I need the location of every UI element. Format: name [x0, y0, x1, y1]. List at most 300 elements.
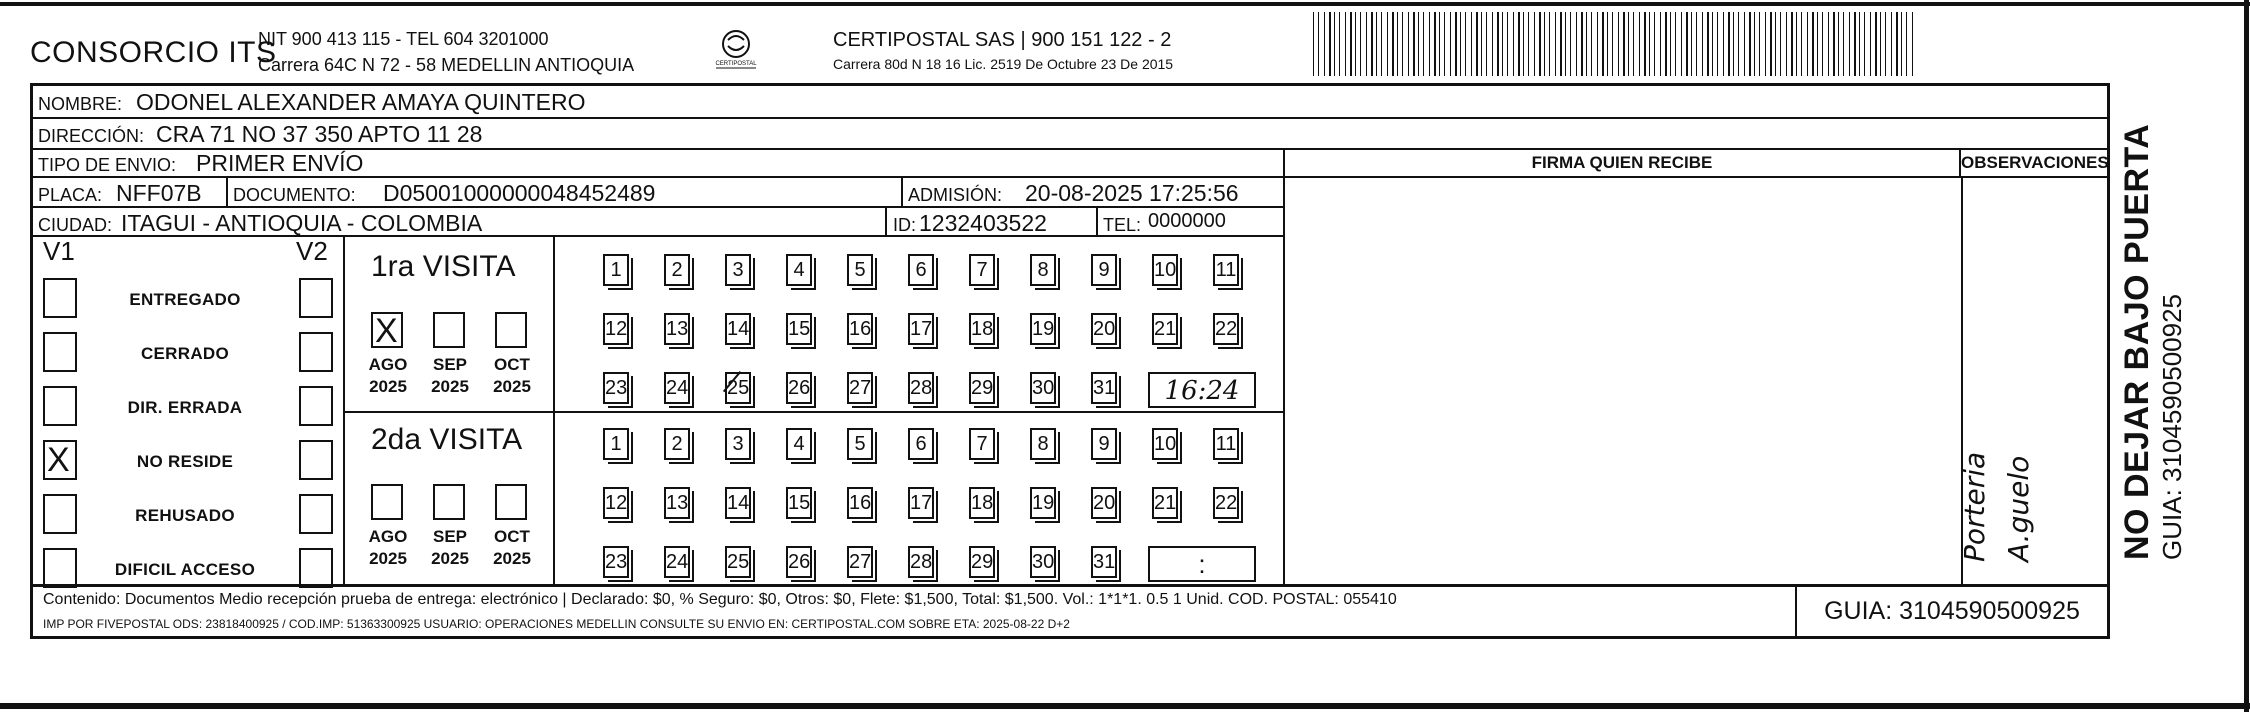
barcode-bar [1345, 12, 1346, 76]
barcode-bar [1476, 12, 1478, 76]
barcode-bar [1329, 12, 1331, 76]
day-number: 3 [732, 259, 744, 281]
barcode-bar [1717, 12, 1718, 76]
day-box[interactable] [847, 546, 873, 578]
barcode-bar [1544, 12, 1545, 76]
barcode-bar [1906, 12, 1907, 76]
ciudad-label: CIUDAD: [38, 215, 113, 235]
day-box[interactable] [725, 313, 751, 345]
day-box[interactable] [786, 254, 812, 286]
barcode-bar [1523, 12, 1524, 76]
barcode-bar [1754, 12, 1755, 76]
day-box[interactable] [908, 546, 934, 578]
day-number: 17 [910, 492, 933, 514]
admision-value: 20-08-2025 17:25:56 [1025, 180, 1239, 206]
day-box[interactable] [603, 428, 629, 460]
month-checkbox[interactable] [371, 312, 403, 348]
day-number: 17 [910, 318, 933, 340]
barcode-bar [1633, 12, 1634, 76]
firma-header [1283, 150, 1961, 178]
month-label [483, 354, 541, 398]
barcode-bar [1686, 12, 1688, 76]
barcode-bar [1423, 12, 1424, 76]
id-label: ID: [893, 215, 917, 235]
month-checkbox[interactable] [433, 312, 465, 348]
day-number: 18 [971, 492, 994, 514]
month-year: 2025 [493, 549, 531, 568]
barcode-bar [1870, 12, 1871, 76]
day-number: 21 [1154, 318, 1177, 340]
barcode-bar [1465, 12, 1466, 76]
day-box[interactable] [664, 546, 690, 578]
day-number: 15 [788, 318, 811, 340]
barcode-bar [1912, 12, 1913, 76]
barcode-bar [1360, 12, 1361, 76]
day-number: 28 [910, 377, 933, 399]
month-label [421, 526, 479, 570]
day-box[interactable] [1152, 313, 1178, 345]
checkbox-mark: X [47, 441, 70, 479]
status-option-label: DIR. ERRADA [127, 398, 243, 417]
barcode-bar [1628, 12, 1629, 76]
barcode-bar [1843, 12, 1844, 76]
barcode-bar [1434, 12, 1436, 76]
month-name: OCT [494, 355, 530, 374]
barcode-bar [1875, 12, 1877, 76]
day-number: 12 [605, 318, 628, 340]
nombre-label: NOMBRE: [38, 94, 123, 114]
status-option-label: DIFICIL ACCESO [114, 560, 256, 579]
day-box[interactable] [725, 428, 751, 460]
day-box[interactable] [1091, 313, 1117, 345]
v2-checkbox[interactable] [299, 332, 333, 372]
day-number: 30 [1032, 551, 1055, 573]
barcode-bar [1801, 12, 1802, 76]
day-number: 14 [727, 492, 750, 514]
barcode-bar [1455, 12, 1457, 76]
barcode-bar [1555, 12, 1556, 76]
direccion-value: CRA 71 NO 37 350 APTO 11 28 [156, 121, 483, 147]
day-number: 15 [788, 492, 811, 514]
visit2-title: 2da VISITA [371, 423, 523, 456]
barcode-bar [1534, 12, 1535, 76]
barcode-bar [1728, 12, 1730, 76]
time-box[interactable] [1148, 546, 1256, 582]
barcode-bar [1502, 12, 1503, 76]
day-box[interactable] [1091, 487, 1117, 519]
barcode-bar [1481, 12, 1482, 76]
barcode-bar [1817, 12, 1818, 76]
row-tipo [33, 150, 1283, 178]
top-border-line [0, 2, 2250, 6]
day-number: 8 [1037, 259, 1049, 281]
day-box[interactable] [908, 313, 934, 345]
barcode-bar [1744, 12, 1745, 76]
barcode-bar [1418, 12, 1419, 76]
day-box[interactable] [847, 372, 873, 404]
barcode-bar [1833, 12, 1835, 76]
day-box[interactable] [969, 313, 995, 345]
observation-text: Porteria A.guelo [1958, 451, 2035, 562]
day-number: 10 [1154, 259, 1177, 281]
barcode-bar [1413, 12, 1415, 76]
barcode-bar [1612, 12, 1613, 76]
month-name: SEP [432, 355, 468, 374]
barcode-bar [1324, 12, 1325, 76]
day-box[interactable] [969, 428, 995, 460]
day-number: 13 [666, 492, 689, 514]
barcode-bar [1623, 12, 1625, 76]
status-option-label: NO RESIDE [136, 452, 234, 471]
observation-handwritten [1953, 382, 2041, 562]
day-box[interactable] [786, 372, 812, 404]
day-box[interactable] [908, 372, 934, 404]
day-number: 27 [849, 551, 872, 573]
barcode-bar [1896, 12, 1898, 76]
day-box[interactable] [664, 254, 690, 286]
day-number: 10 [1154, 433, 1177, 455]
side-warning: NO DEJAR BAJO PUERTA [2118, 123, 2156, 560]
barcode-bar [1670, 12, 1671, 76]
v2-checkbox[interactable] [299, 278, 333, 318]
barcode-bar [1591, 12, 1592, 76]
barcode-bar [1759, 12, 1760, 76]
status-option-label: ENTREGADO [129, 290, 241, 309]
day-box[interactable] [847, 254, 873, 286]
barcode-bar [1381, 12, 1382, 76]
day-number: 6 [915, 259, 927, 281]
observaciones-header [1961, 150, 2107, 178]
right-border-line [2244, 0, 2249, 712]
day-number: 2 [671, 259, 683, 281]
barcode-bar [1618, 12, 1619, 76]
barcode-bar [1597, 12, 1598, 76]
day-box[interactable] [1213, 487, 1239, 519]
brand-name: CONSORCIO ITS [30, 36, 277, 69]
observaciones-header-label: OBSERVACIONES [1961, 153, 2109, 172]
barcode-bar [1723, 12, 1724, 76]
barcode-bar [1486, 12, 1487, 76]
row-direccion [33, 119, 2107, 150]
tipo-label: TIPO DE ENVIO: [38, 155, 177, 175]
barcode-bar [1586, 12, 1587, 76]
day-number: 22 [1215, 318, 1238, 340]
barcode-bar [1560, 12, 1562, 76]
certipostal-logo-icon [708, 28, 764, 78]
barcode-bar [1471, 12, 1472, 76]
v1-checkbox[interactable] [43, 386, 77, 426]
barcode-bar [1397, 12, 1398, 76]
day-box[interactable] [1213, 254, 1239, 286]
day-number: 3 [732, 433, 744, 455]
barcode-bar [1828, 12, 1829, 76]
day-box[interactable] [786, 487, 812, 519]
logo-text: CERTIPOSTAL [715, 61, 757, 67]
barcode-bar [1775, 12, 1776, 76]
month-year: 2025 [431, 377, 469, 396]
barcode-bar [1513, 12, 1514, 76]
day-number: 31 [1093, 551, 1116, 573]
row-ciudad [33, 208, 1283, 237]
v2-header: V2 [296, 236, 328, 266]
v2-checkbox[interactable] [299, 494, 333, 534]
day-box[interactable] [603, 372, 629, 404]
row-nombre [33, 86, 2107, 119]
status-option-label: CERRADO [140, 344, 230, 363]
day-box[interactable] [969, 254, 995, 286]
day-box[interactable] [664, 487, 690, 519]
day-box[interactable] [1030, 372, 1056, 404]
carrier-line-1: CERTIPOSTAL SAS | 900 151 122 - 2 [833, 29, 1172, 51]
day-number: 1 [610, 433, 622, 455]
day-number: 9 [1098, 433, 1110, 455]
direccion-label: DIRECCIÓN: [38, 126, 145, 146]
day-number: 5 [854, 259, 866, 281]
barcode-bar [1885, 12, 1886, 76]
barcode-bar [1376, 12, 1377, 76]
barcode-bar [1660, 12, 1661, 76]
day-box[interactable] [847, 313, 873, 345]
barcode-bar [1581, 12, 1583, 76]
month-year: 2025 [431, 549, 469, 568]
day-box[interactable] [1152, 487, 1178, 519]
month-checkbox[interactable] [495, 484, 527, 520]
footer-box [30, 584, 2110, 639]
day-number: 27 [849, 377, 872, 399]
day-number: 23 [605, 551, 628, 573]
day-box[interactable] [603, 487, 629, 519]
day-box[interactable] [847, 487, 873, 519]
day-number: 14 [727, 318, 750, 340]
month-checkbox[interactable] [371, 484, 403, 520]
divider-visit-h [343, 411, 1283, 413]
day-box[interactable] [1030, 313, 1056, 345]
day-number: 29 [971, 377, 994, 399]
day-number: 2 [671, 433, 683, 455]
barcode-bar [1780, 12, 1781, 76]
day-box[interactable] [908, 428, 934, 460]
day-box[interactable] [1091, 254, 1117, 286]
footer-print-info: IMP POR FIVEPOSTAL ODS: 23818400925 / COD.IMP: 51363300925 USUARIO: OPERACIONES MEDELLIN CONSULTE SU ENVIO EN: CERTIPOSTAL.COM SOBRE ETA: 2025-08-22 D+2 [43, 617, 1070, 631]
barcode-bar [1607, 12, 1608, 76]
status-option-label: REHUSADO [135, 506, 235, 525]
barcode-bar [1366, 12, 1367, 76]
day-number: 29 [971, 551, 994, 573]
time-box[interactable] [1148, 372, 1256, 408]
day-box[interactable] [664, 313, 690, 345]
day-box[interactable] [725, 372, 751, 404]
sender-info [258, 26, 634, 78]
barcode [1313, 12, 1913, 76]
day-box[interactable] [1091, 428, 1117, 460]
day-box[interactable] [969, 372, 995, 404]
barcode-bar [1765, 12, 1766, 76]
barcode-bar [1864, 12, 1865, 76]
day-number: 25 [727, 377, 750, 399]
barcode-bar [1786, 12, 1787, 76]
barcode-bar [1707, 12, 1709, 76]
time-value: : [1198, 549, 1206, 579]
delivery-form [30, 83, 2110, 587]
month-checkbox[interactable] [495, 312, 527, 348]
nombre-value: ODONEL ALEXANDER AMAYA QUINTERO [136, 89, 586, 115]
barcode-bar [1812, 12, 1814, 76]
v1-checkbox[interactable] [43, 332, 77, 372]
day-box[interactable] [786, 313, 812, 345]
day-number: 1 [610, 259, 622, 281]
day-box[interactable] [908, 487, 934, 519]
day-box[interactable] [786, 428, 812, 460]
month-year: 2025 [493, 377, 531, 396]
day-number: 13 [666, 318, 689, 340]
day-box[interactable] [1152, 428, 1178, 460]
placa-value: NFF07B [116, 180, 202, 206]
barcode-bar [1460, 12, 1461, 76]
day-box[interactable] [1152, 254, 1178, 286]
day-number: 5 [854, 433, 866, 455]
day-box[interactable] [725, 546, 751, 578]
day-number: 7 [976, 259, 988, 281]
day-number: 30 [1032, 377, 1055, 399]
month-name: AGO [368, 355, 408, 374]
month-year: 2025 [369, 549, 407, 568]
day-box[interactable] [1091, 546, 1117, 578]
barcode-bar [1849, 12, 1850, 76]
month-checkbox[interactable] [433, 484, 465, 520]
day-box[interactable] [1030, 254, 1056, 286]
barcode-bar [1712, 12, 1713, 76]
day-number: 12 [605, 492, 628, 514]
day-number: 16 [849, 318, 872, 340]
day-box[interactable] [969, 487, 995, 519]
day-box[interactable] [725, 487, 751, 519]
day-box[interactable] [664, 372, 690, 404]
day-box[interactable] [1030, 487, 1056, 519]
footer-guia: GUIA: 3104590500925 [1795, 586, 2107, 637]
v1-header: V1 [43, 236, 75, 266]
barcode-bar [1549, 12, 1550, 76]
barcode-bar [1492, 12, 1493, 76]
barcode-bar [1339, 12, 1340, 76]
month-name: AGO [368, 527, 408, 546]
tipo-value: PRIMER ENVÍO [196, 150, 364, 176]
barcode-bar [1822, 12, 1823, 76]
month-label [421, 354, 479, 398]
checkbox-mark: X [375, 312, 398, 350]
month-year: 2025 [369, 377, 407, 396]
visit1-title: 1ra VISITA [371, 250, 516, 283]
day-box[interactable] [1030, 546, 1056, 578]
v1-checkbox[interactable] [43, 494, 77, 534]
barcode-bar [1355, 12, 1356, 76]
day-box[interactable] [1213, 428, 1239, 460]
v1-checkbox[interactable] [43, 278, 77, 318]
barcode-bar [1313, 12, 1314, 76]
day-number: 7 [976, 433, 988, 455]
day-box[interactable] [603, 254, 629, 286]
day-number: 11 [1215, 259, 1237, 281]
tel-label: TEL: [1103, 215, 1142, 235]
barcode-bar [1334, 12, 1335, 76]
barcode-bar [1770, 12, 1772, 76]
v2-checkbox[interactable] [299, 440, 333, 480]
barcode-bar [1602, 12, 1604, 76]
barcode-bar [1644, 12, 1646, 76]
barcode-bar [1807, 12, 1808, 76]
barcode-bar [1880, 12, 1881, 76]
barcode-bar [1387, 12, 1388, 76]
barcode-bar [1665, 12, 1667, 76]
firma-header-label: FIRMA QUIEN RECIBE [1531, 153, 1713, 172]
placa-label: PLACA: [38, 185, 103, 205]
divider-firma-left [1283, 178, 1285, 584]
barcode-bar [1371, 12, 1373, 76]
footer-contents: Contenido: Documentos Medio recepción prueba de entrega: electrónico | Declarado: $0, % Seguro: $0, Otros: $0, Flete: $1,500, Total: $1,500. Vol.: 1*1*1. 0.5 1 Unid. COD. POSTAL: 055410 [43, 591, 1397, 608]
barcode-bar [1350, 12, 1352, 76]
barcode-bar [1838, 12, 1839, 76]
day-number: 22 [1215, 492, 1238, 514]
barcode-bar [1439, 12, 1440, 76]
barcode-bar [1791, 12, 1793, 76]
ciudad-value: ITAGUI - ANTIOQUIA - COLOMBIA [121, 210, 483, 236]
barcode-bar [1408, 12, 1409, 76]
barcode-bar [1497, 12, 1499, 76]
day-number: 23 [605, 377, 628, 399]
day-number: 20 [1093, 492, 1116, 514]
day-number: 24 [666, 551, 689, 573]
v2-checkbox[interactable] [299, 386, 333, 426]
v2-checkbox[interactable] [299, 548, 333, 588]
day-box[interactable] [908, 254, 934, 286]
day-box[interactable] [725, 254, 751, 286]
v1-checkbox[interactable] [43, 440, 77, 480]
sender-address: Carrera 64C N 72 - 58 MEDELLIN ANTIOQUIA [258, 55, 635, 75]
day-box[interactable] [786, 546, 812, 578]
barcode-bar [1518, 12, 1520, 76]
barcode-bar [1891, 12, 1892, 76]
day-box[interactable] [603, 546, 629, 578]
id-value: 1232403522 [919, 210, 1047, 236]
day-box[interactable] [603, 313, 629, 345]
day-number: 19 [1032, 318, 1055, 340]
day-number: 8 [1037, 433, 1049, 455]
day-number: 16 [849, 492, 872, 514]
v1-checkbox[interactable] [43, 548, 77, 588]
barcode-bar [1402, 12, 1403, 76]
day-box[interactable] [1213, 313, 1239, 345]
barcode-bar [1444, 12, 1445, 76]
day-box[interactable] [664, 428, 690, 460]
barcode-bar [1565, 12, 1566, 76]
barcode-bar [1429, 12, 1430, 76]
day-box[interactable] [847, 428, 873, 460]
documento-value: D050010000000484524​89 [383, 180, 656, 206]
barcode-bar [1854, 12, 1856, 76]
day-box[interactable] [969, 546, 995, 578]
barcode-bar [1738, 12, 1739, 76]
carrier-info [833, 28, 1173, 76]
barcode-bar [1392, 12, 1394, 76]
day-box[interactable] [1091, 372, 1117, 404]
day-number: 31 [1093, 377, 1116, 399]
day-box[interactable] [1030, 428, 1056, 460]
day-number: 11 [1215, 433, 1237, 455]
day-number: 19 [1032, 492, 1055, 514]
bottom-border-line [0, 703, 2250, 709]
day-number: 6 [915, 433, 927, 455]
side-vertical-text [2118, 124, 2188, 560]
day-number: 25 [727, 551, 750, 573]
